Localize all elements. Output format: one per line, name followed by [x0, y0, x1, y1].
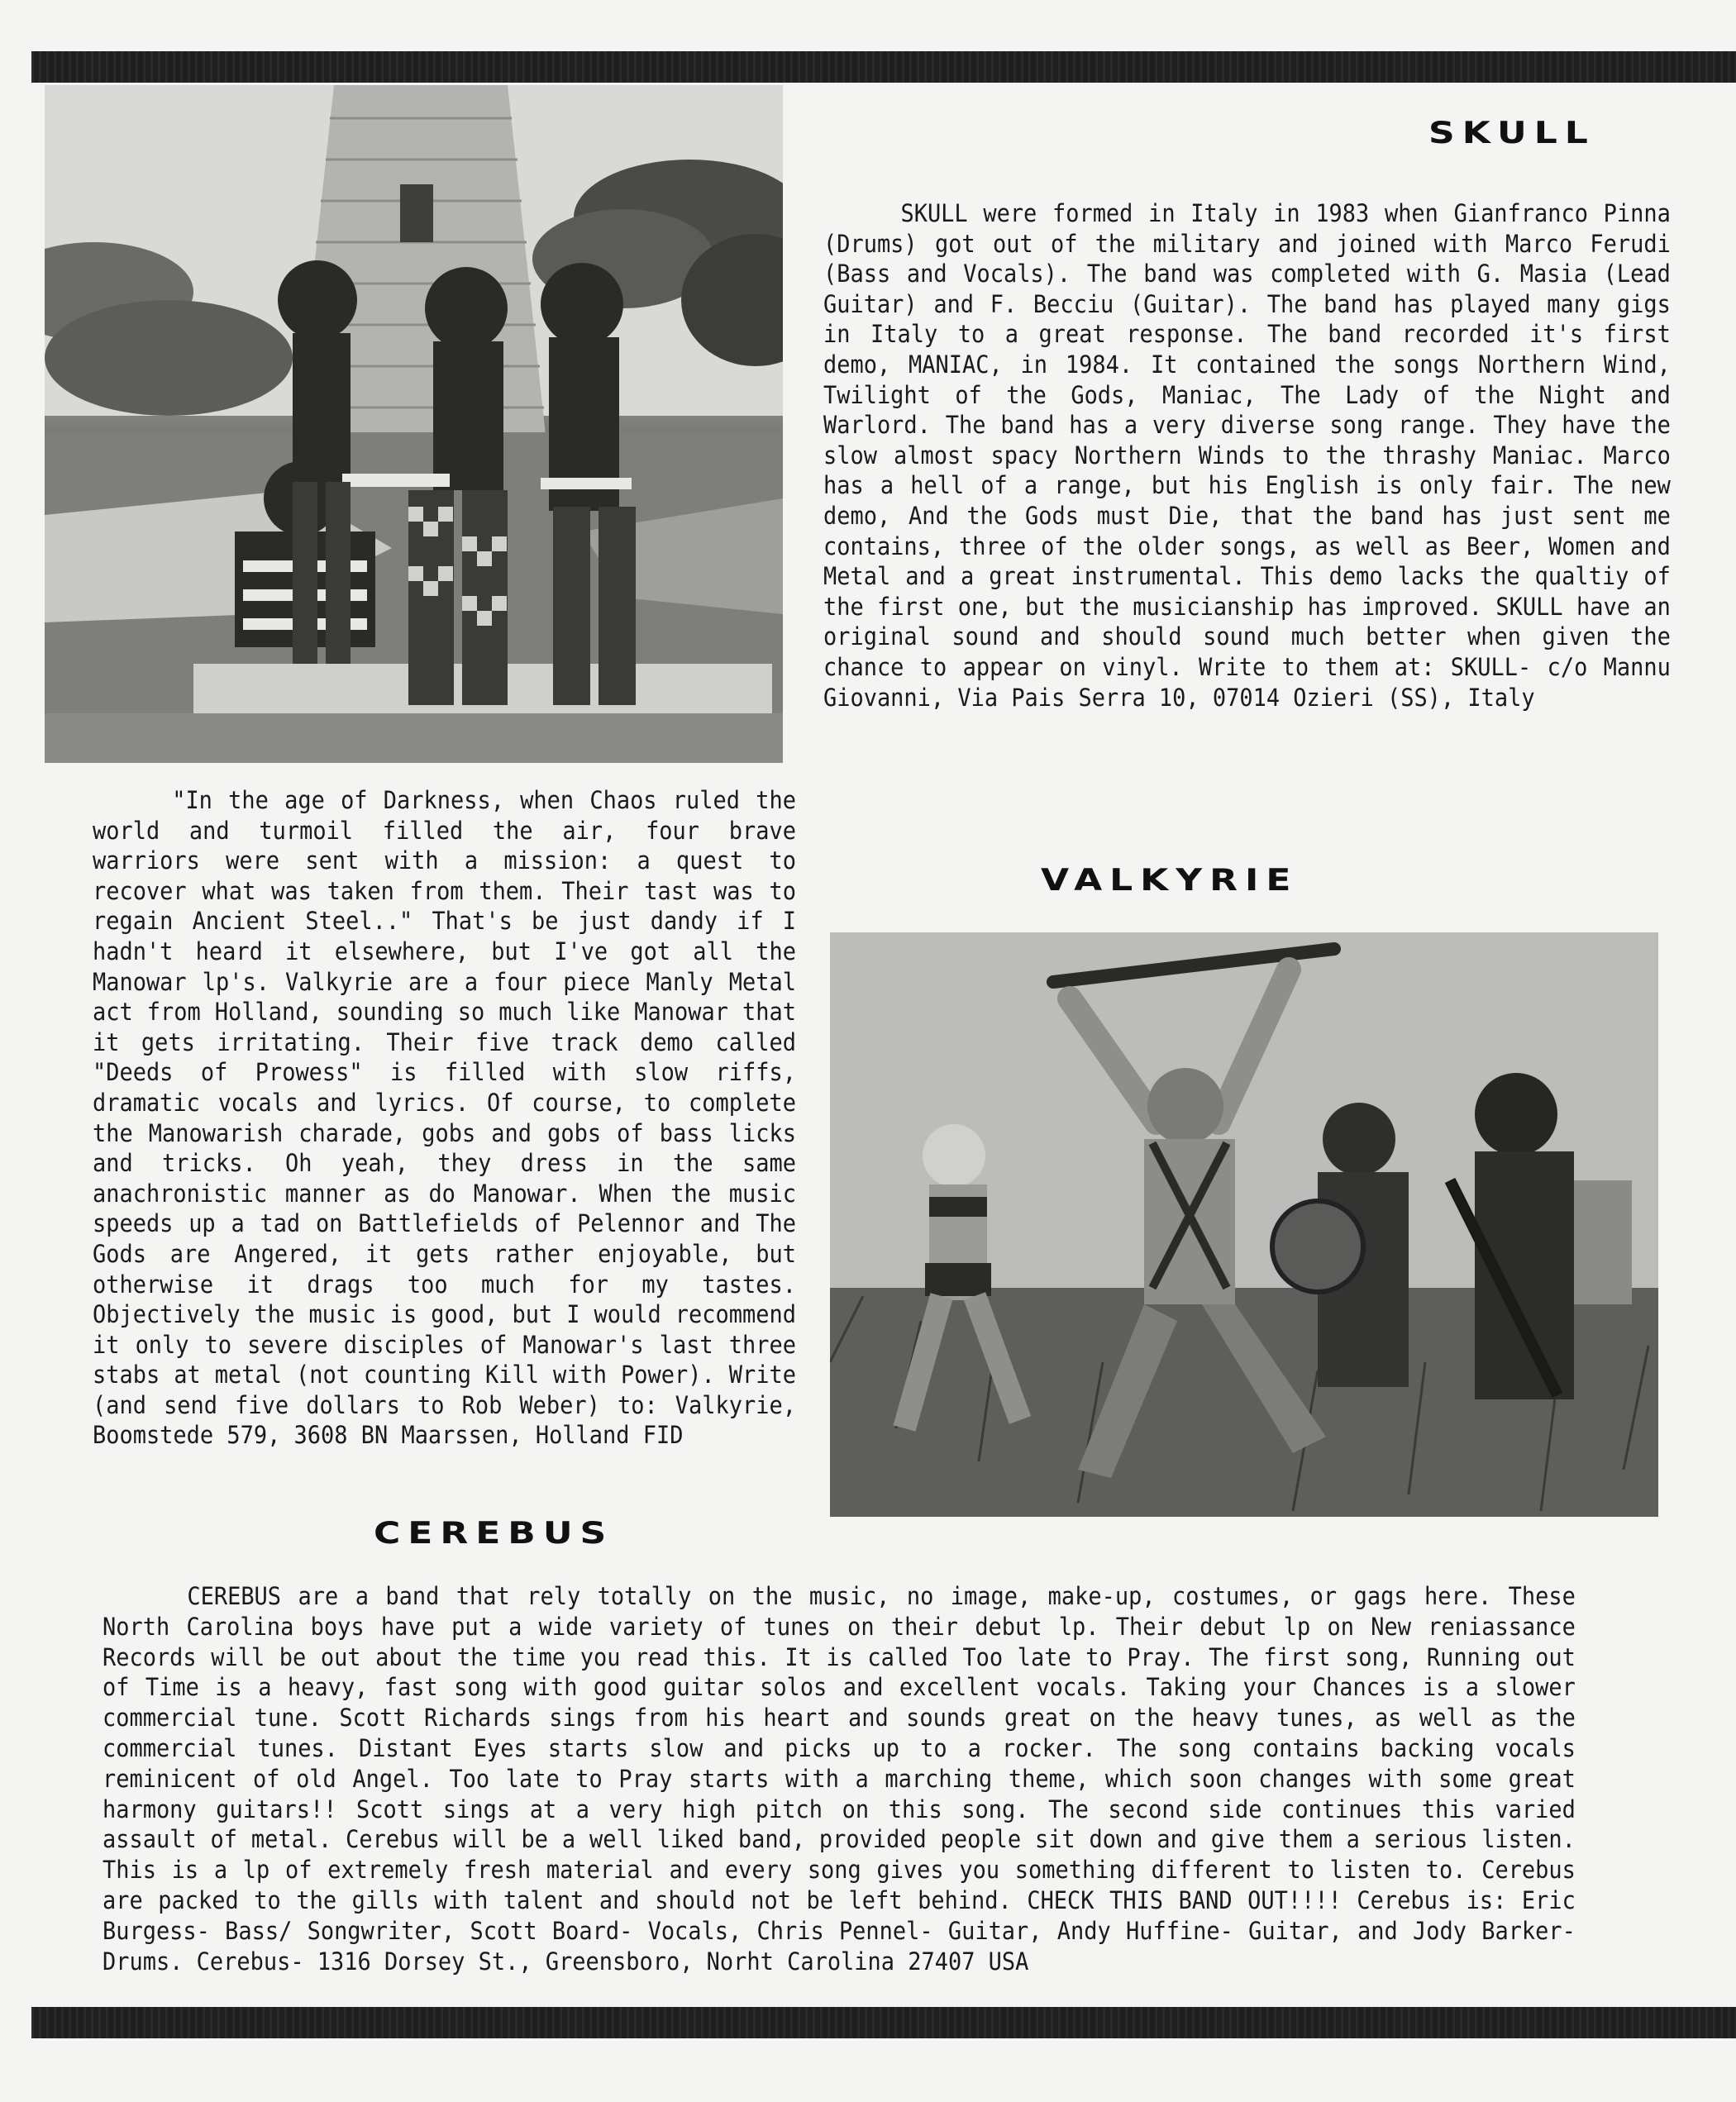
skull-band-photo [45, 85, 783, 763]
valkyrie-band-photo [830, 932, 1658, 1517]
skull-review-text: SKULL were formed in Italy in 1983 when Gianfranco Pinna (Drums) got out of the military and joined with Marco Ferudi (Bass and Vocals). The band was completed with G. Masia (Lead Guitar) and F. Becciu (Guitar). The band has played many gigs in Italy to a great response. The band recorded it's first demo, MANIAC, in 1984. It contained the songs Northern Wind, Twilight of the Gods, Maniac, The Lady of the Night and Warlord. The band has a very diverse song range. They have the slow almost spacy Northern Winds to the thrashy Maniac. Marco has a hell of a range, but his English is only fair. The new demo, And the Gods must Die, that the band has just sent me contains, three of the older songs, as well as Beer, Women and Metal and a great instrumental. This demo lacks the qualtiy of the first one, but the musicianship has improved. SKULL have an original sound and should sound much better when given the chance to appear on vinyl. Write to them at: SKULL- c/o Mannu Giovanni, Via Pais Serra 10, 07014 Ozieri (SS), Italy [823, 199, 1685, 712]
valkyrie-review-text: "In the age of Darkness, when Chaos ruled the world and turmoil filled the air, four brave warriors were sent with a mission: a quest to recover what was taken from them. Their tast was to regain Ancient Steel.." That's be just dandy if I hadn't heard it elsewhere, but I've got all the Manowar lp's. Valkyrie are a four piece Manly Metal act from Holland, sounding so much like Manowar that it gets irritating. Their five track demo called "Deeds of Prowess" is filled with slow riffs, dramatic vocals and lyrics. Of course, to complete the Manowarish charade, gobs and gobs of bass licks and tricks. Oh yeah, they dress in the same anachronistic manner as do Manowar. When the music speeds up a tad on Battlefields of Pelennor and The Gods are Angered, it gets rather enjoyable, but otherwise it drags too much for my tastes. Objectively the music is good, but I would recommend it only to severe disciples of Manowar's last three stabs at metal (not counting Kill with Power). Write (and send five dollars to Rob Weber) to: Valkyrie, Boomstede 579, 3608 BN Maarssen, Holland FID [93, 786, 810, 1450]
cerebus-review-text: CEREBUS are a band that rely totally on the music, no image, make-up, costumes, or gags here. These North Carolina boys have put a wide variety of tunes on their debut lp. Their debut lp on New reniassance Records will be out about the time you read this. It is called Too late to Pray. The first song, Running out of Time is a heavy, fast song with good guitar solos and excellent vocals. Taking your Chances is a slower commercial tune. Scott Richards sings from his heart and sounds great on the heavy tunes, as well as the commercial tunes. Distant Eyes starts slow and picks up to a rocker. The song contains backing vocals reminicent of old Angel. Too late to Pray starts with a marching theme, which soon changes with some great harmony guitars!! Scott sings at a very high pitch on this song. The second side continues this varied assault of metal. Cerebus will be a well liked band, provided people sit down and give them a serious listen. This is a lp of extremely fresh material and every song gives you something different to listen to. Cerebus are packed to the gills with talent and should not be left behind. CHECK THIS BAND OUT!!!! Cerebus is: Eric Burgess- Bass/ Songwriter, Scott Board- Vocals, Chris Pennel- Guitar, Andy Huffine- Guitar, and Jody Barker- Drums. Cerebus- 1316 Dorsey St., Greensboro, Norht Carolina 27407 USA [103, 1582, 1590, 1976]
cerebus-heading: CEREBUS [374, 1516, 614, 1551]
valkyrie-heading: VALKYRIE [1041, 863, 1299, 898]
top-border-bar [31, 51, 1736, 83]
skull-heading: SKULL [1428, 116, 1595, 150]
bottom-border-bar [31, 2007, 1736, 2038]
